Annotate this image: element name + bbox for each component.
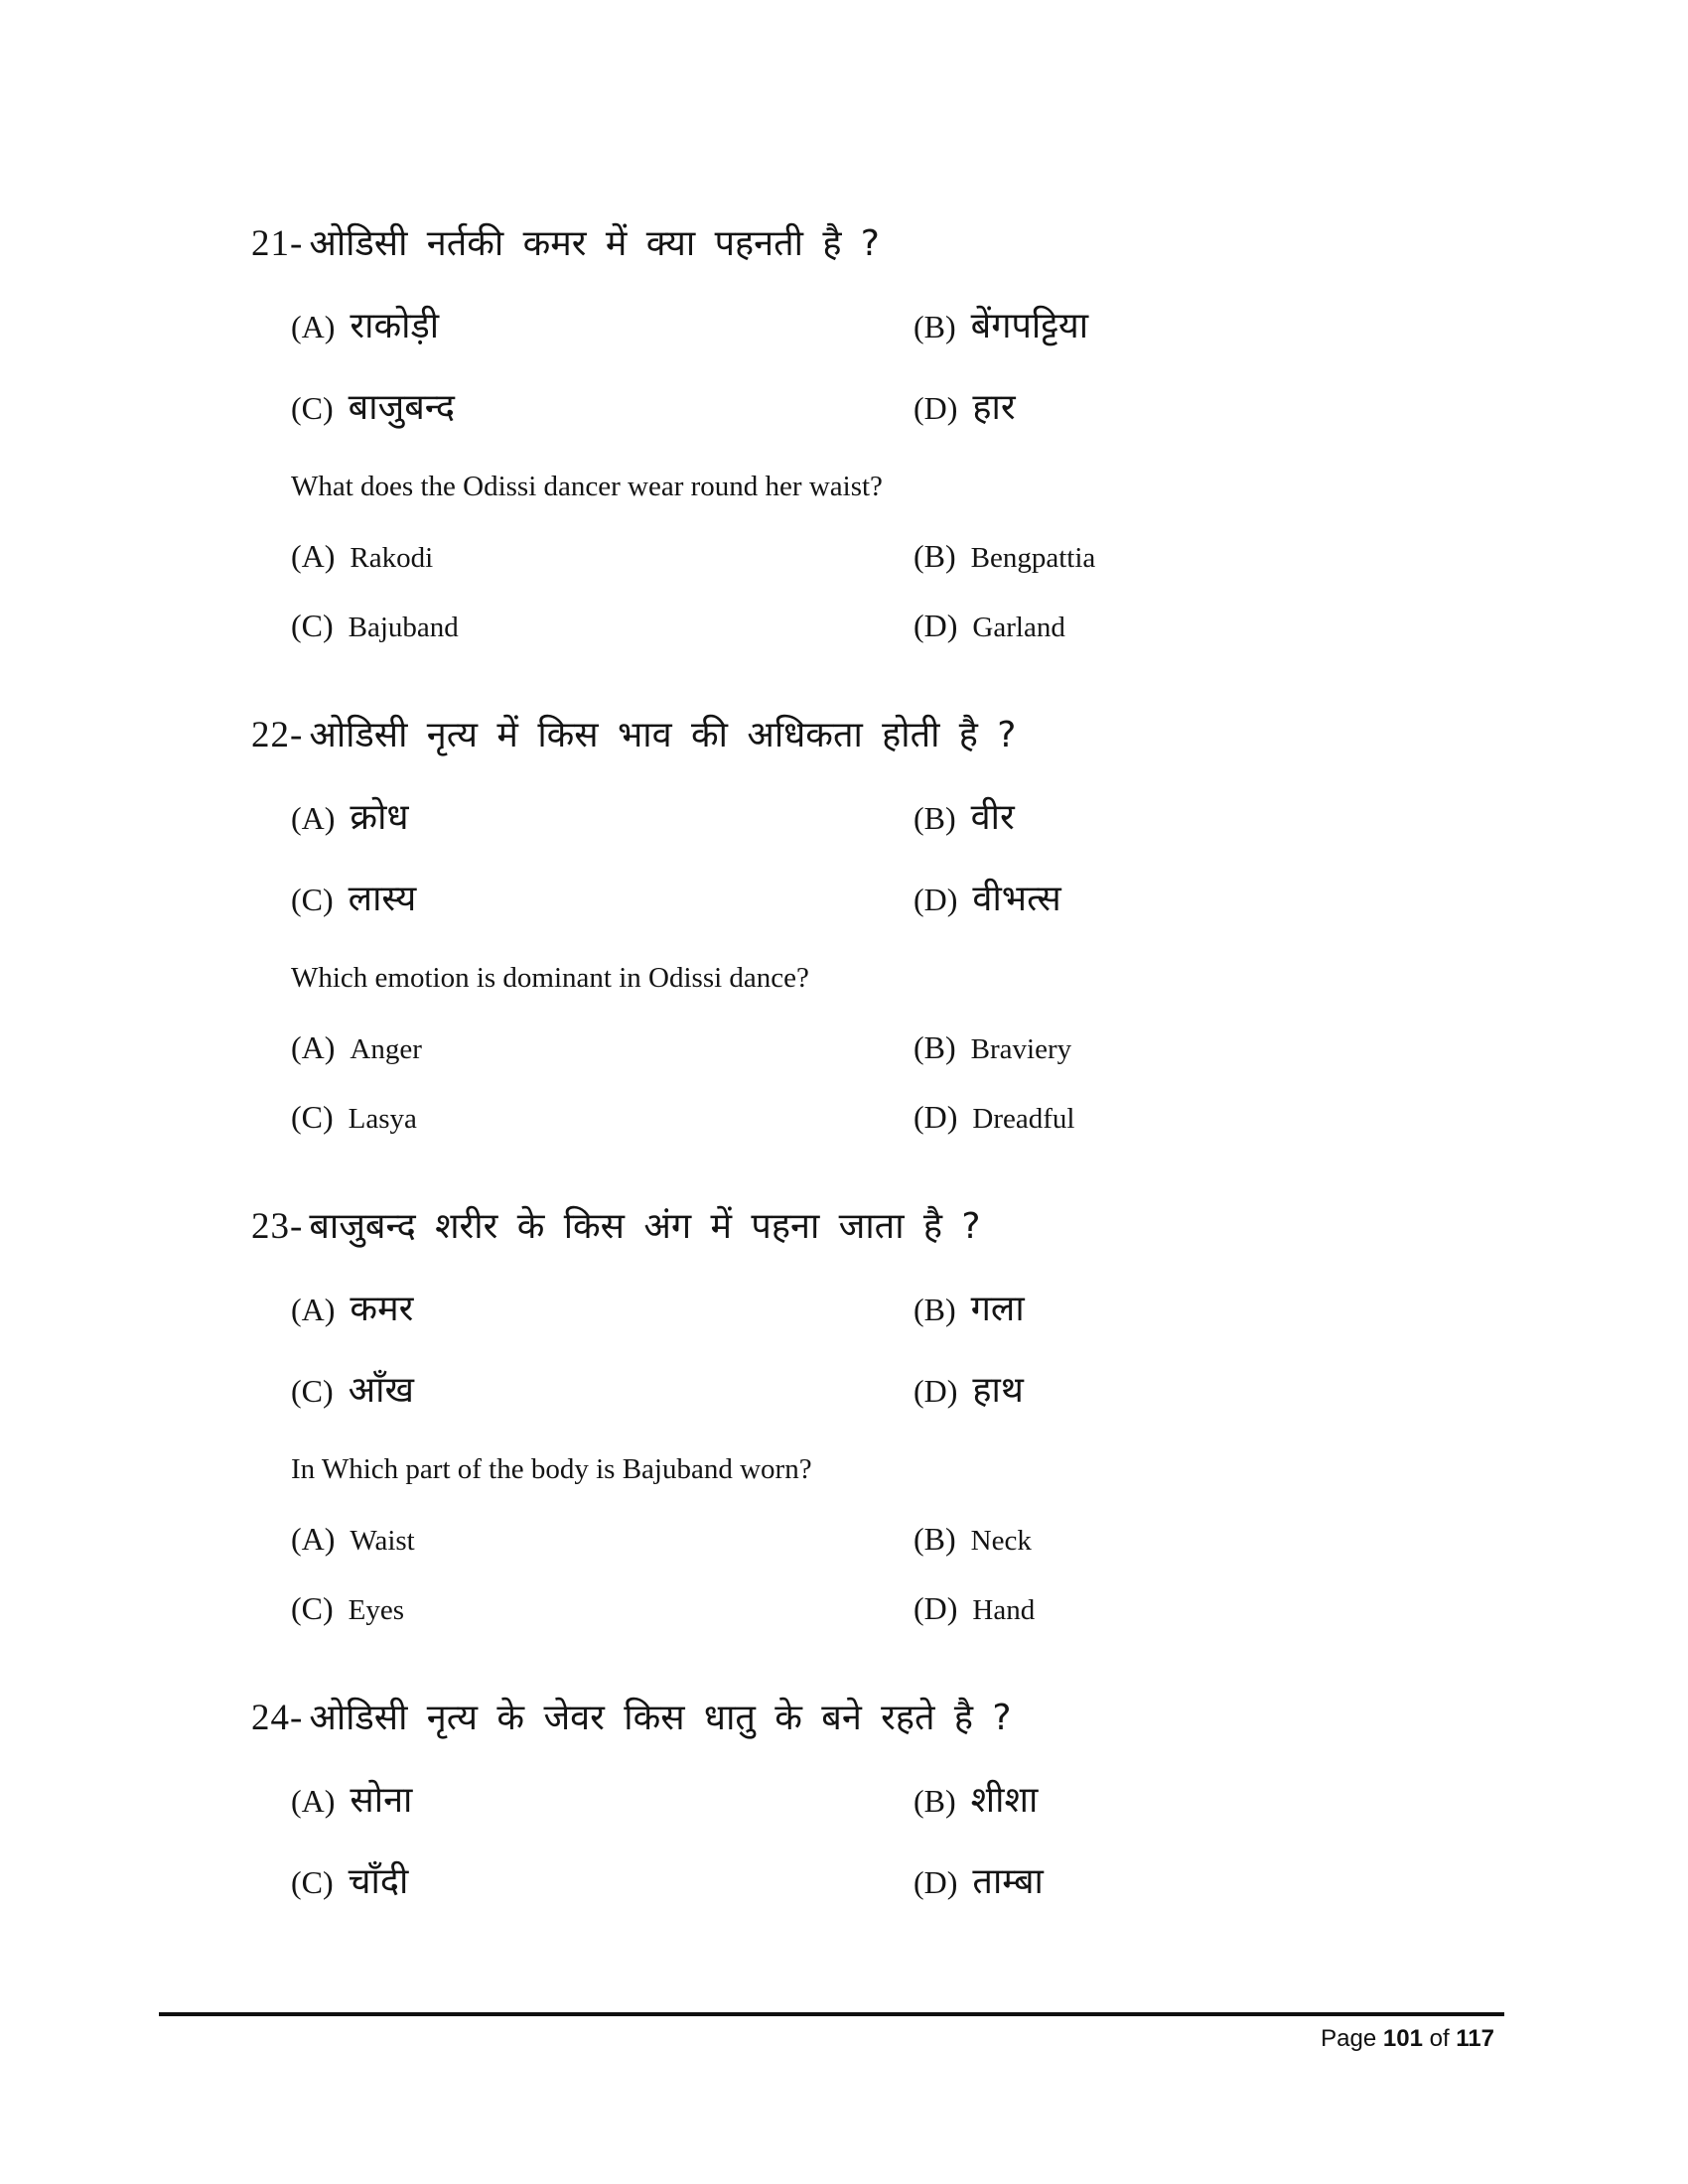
option-d-hindi xyxy=(914,1856,1044,1908)
option-label: (B) xyxy=(914,1783,956,1819)
option-label: (A) xyxy=(291,309,336,344)
option-text: ताम्बा xyxy=(972,1861,1044,1902)
option-a-english xyxy=(291,1027,914,1069)
question-heading xyxy=(251,218,1688,270)
options-row xyxy=(291,1097,1688,1139)
question-22 xyxy=(251,710,1688,1139)
option-text: Hand xyxy=(972,1594,1036,1626)
option-d-english xyxy=(914,1097,1074,1139)
option-b-english xyxy=(914,1027,1071,1069)
option-text: शीशा xyxy=(970,1780,1039,1821)
option-text: वीभत्स xyxy=(972,879,1061,919)
option-b-english xyxy=(914,536,1095,578)
current-page: 101 xyxy=(1382,2025,1423,2052)
option-text: आँख xyxy=(348,1370,414,1411)
options-row xyxy=(291,1856,1688,1908)
options-row xyxy=(291,1519,1688,1561)
option-text: Garland xyxy=(972,612,1065,643)
option-b-english xyxy=(914,1519,1032,1561)
option-label: (B) xyxy=(914,538,956,574)
option-text: Dreadful xyxy=(972,1103,1075,1135)
option-label: (D) xyxy=(914,1373,958,1409)
option-label: (C) xyxy=(291,1590,334,1626)
option-b-hindi xyxy=(914,1284,1025,1335)
option-label: (B) xyxy=(914,1029,956,1065)
option-d-hindi xyxy=(914,1365,1024,1417)
option-b-hindi xyxy=(914,792,1015,844)
option-label: (C) xyxy=(291,1373,334,1409)
option-text: Rakodi xyxy=(350,542,434,574)
option-label: (A) xyxy=(291,800,336,836)
options-row xyxy=(291,792,1688,844)
option-label: (D) xyxy=(914,1864,958,1900)
options-row xyxy=(291,1365,1688,1417)
question-text-english: What does the Odissi dancer wear round her waist? xyxy=(291,471,883,502)
option-d-hindi xyxy=(914,382,1016,434)
option-text: Bajuband xyxy=(348,612,459,643)
option-c-hindi xyxy=(291,1856,914,1908)
option-c-english xyxy=(291,606,914,647)
option-label: (B) xyxy=(914,1292,956,1327)
option-d-english xyxy=(914,1588,1035,1630)
option-text: Braviery xyxy=(970,1033,1072,1065)
option-label: (A) xyxy=(291,1783,336,1819)
option-label: (B) xyxy=(914,800,956,836)
option-d-english xyxy=(914,606,1065,647)
option-label: (D) xyxy=(914,608,958,643)
of-label: of xyxy=(1422,2025,1457,2052)
option-label: (A) xyxy=(291,538,336,574)
options-row xyxy=(291,606,1688,647)
option-a-english xyxy=(291,1519,914,1561)
question-number: 21- xyxy=(251,223,304,264)
question-number: 24- xyxy=(251,1698,304,1738)
question-heading xyxy=(251,1201,1688,1253)
option-c-english xyxy=(291,1097,914,1139)
option-text: राकोड़ी xyxy=(350,306,440,346)
option-label: (B) xyxy=(914,309,956,344)
option-c-hindi xyxy=(291,382,914,434)
option-text: कमर xyxy=(350,1289,414,1329)
option-text: गला xyxy=(970,1289,1025,1329)
question-number: 23- xyxy=(251,1206,304,1247)
option-text: Waist xyxy=(350,1525,415,1557)
option-text: Bengpattia xyxy=(970,542,1096,574)
option-label: (A) xyxy=(291,1292,336,1327)
options-row xyxy=(291,1775,1688,1827)
option-label: (B) xyxy=(914,1521,956,1557)
option-text: Neck xyxy=(970,1525,1032,1557)
option-text: Lasya xyxy=(348,1103,417,1135)
option-label: (C) xyxy=(291,882,334,917)
question-21 xyxy=(251,218,1688,647)
option-label: (D) xyxy=(914,882,958,917)
option-label: (C) xyxy=(291,1864,334,1900)
option-label: (C) xyxy=(291,608,334,643)
option-label: (D) xyxy=(914,1099,958,1135)
options-row xyxy=(291,382,1688,434)
option-c-hindi xyxy=(291,1365,914,1417)
option-a-hindi xyxy=(291,301,914,352)
option-text: लास्य xyxy=(348,879,417,919)
option-text: बेंगपट्टिया xyxy=(970,306,1089,346)
options-row xyxy=(291,1588,1688,1630)
option-text: Eyes xyxy=(348,1594,405,1626)
option-label: (C) xyxy=(291,1099,334,1135)
question-24 xyxy=(251,1693,1688,1908)
options-row xyxy=(291,874,1688,925)
questions-area xyxy=(251,218,1688,1908)
footer-divider xyxy=(159,2012,1504,2016)
option-label: (A) xyxy=(291,1521,336,1557)
option-label: (C) xyxy=(291,390,334,426)
option-a-hindi xyxy=(291,1775,914,1827)
question-text-english: In Which part of the body is Bajuband worn? xyxy=(291,1453,812,1485)
question-number: 22- xyxy=(251,715,304,755)
option-c-english xyxy=(291,1588,914,1630)
total-pages: 117 xyxy=(1456,2025,1494,2052)
question-text-hindi: ओडिसी नृत्य के जेवर किस धातु के बने रहते है ? xyxy=(309,1698,1012,1738)
option-b-hindi xyxy=(914,1775,1038,1827)
page-number xyxy=(1321,2025,1494,2053)
question-text-hindi: ओडिसी नर्तकी कमर में क्या पहनती है ? xyxy=(309,223,880,264)
question-23 xyxy=(251,1201,1688,1630)
option-text: हार xyxy=(972,387,1016,428)
question-heading xyxy=(251,710,1688,761)
question-text-english: Which emotion is dominant in Odissi dance? xyxy=(291,962,809,994)
option-d-hindi xyxy=(914,874,1061,925)
option-text: वीर xyxy=(970,797,1015,838)
options-row xyxy=(291,536,1688,578)
question-text-hindi: बाजुबन्द शरीर के किस अंग में पहना जाता है ? xyxy=(309,1206,981,1247)
option-c-hindi xyxy=(291,874,914,925)
page-label: Page xyxy=(1321,2025,1383,2052)
option-a-hindi xyxy=(291,1284,914,1335)
option-text: बाजुबन्द xyxy=(348,387,456,428)
option-a-hindi xyxy=(291,792,914,844)
option-text: Anger xyxy=(350,1033,422,1065)
options-row xyxy=(291,1284,1688,1335)
option-label: (D) xyxy=(914,390,958,426)
option-text: क्रोध xyxy=(350,797,409,838)
option-text: सोना xyxy=(350,1780,413,1821)
options-row xyxy=(291,1027,1688,1069)
options-row xyxy=(291,301,1688,352)
option-a-english xyxy=(291,536,914,578)
question-heading xyxy=(251,1693,1688,1744)
option-label: (D) xyxy=(914,1590,958,1626)
option-text: चाँदी xyxy=(348,1861,409,1902)
option-text: हाथ xyxy=(972,1370,1024,1411)
option-b-hindi xyxy=(914,301,1088,352)
option-label: (A) xyxy=(291,1029,336,1065)
question-text-hindi: ओडिसी नृत्य में किस भाव की अधिकता होती है ? xyxy=(309,715,1017,755)
